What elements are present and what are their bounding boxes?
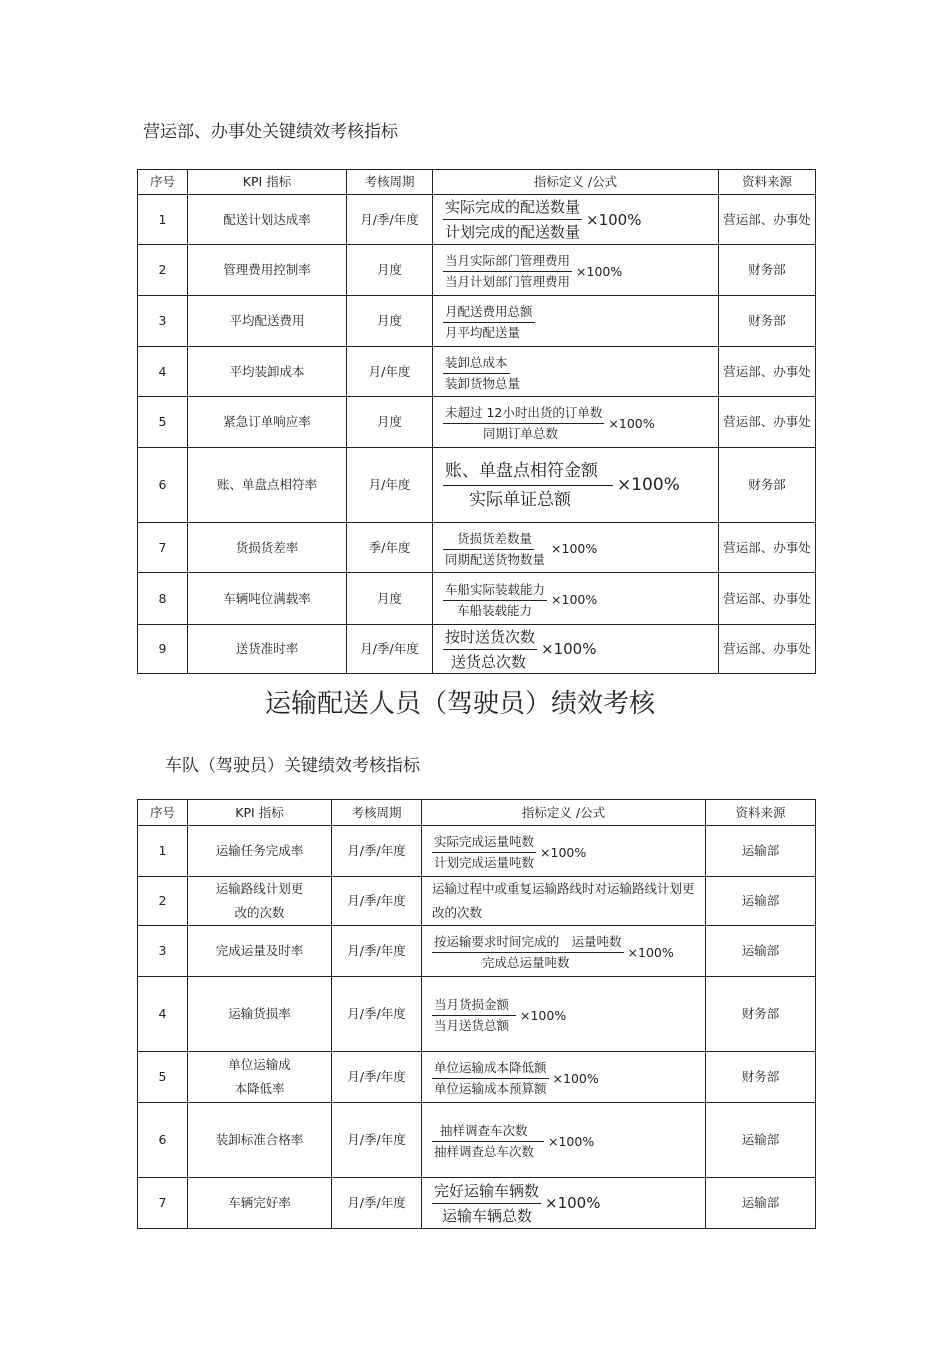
numerator: 月配送费用总额 bbox=[443, 303, 535, 323]
table-row bbox=[138, 1052, 816, 1103]
header-cell: KPI 指标 bbox=[188, 170, 347, 195]
row-no: 6 bbox=[138, 448, 188, 523]
source: 运输部 bbox=[706, 877, 816, 926]
row-no: 9 bbox=[138, 625, 188, 674]
numerator: 按时送货次数 bbox=[443, 626, 537, 650]
denominator: 送货总次数 bbox=[451, 652, 527, 671]
source: 营运部、办事处 bbox=[719, 573, 816, 625]
period: 月/季/年度 bbox=[332, 877, 422, 926]
denominator: 计划完成运量吨数 bbox=[434, 855, 535, 870]
numerator: 当月货损金额 bbox=[432, 996, 516, 1016]
source: 营运部、办事处 bbox=[719, 347, 816, 397]
header-cell: 考核周期 bbox=[332, 800, 422, 826]
kpi-name: 车辆吨位满载率 bbox=[188, 573, 347, 625]
source: 财务部 bbox=[719, 448, 816, 523]
header-cell: 序号 bbox=[138, 170, 188, 195]
source: 运输部 bbox=[706, 926, 816, 977]
table-row bbox=[138, 826, 816, 877]
table-row bbox=[138, 448, 816, 523]
numerator: 车船实际装载能力 bbox=[443, 581, 547, 601]
kpi-name: 管理费用控制率 bbox=[188, 245, 347, 296]
source: 营运部、办事处 bbox=[719, 195, 816, 245]
numerator: 当月实际部门管理费用 bbox=[443, 252, 572, 272]
period: 月度 bbox=[347, 296, 433, 347]
header-cell: KPI 指标 bbox=[188, 800, 332, 826]
row-no: 4 bbox=[138, 977, 188, 1052]
header-cell: 序号 bbox=[138, 800, 188, 826]
row-no: 3 bbox=[138, 926, 188, 977]
kpi-name: 平均配送费用 bbox=[188, 296, 347, 347]
period: 月度 bbox=[347, 245, 433, 296]
table-header-row bbox=[138, 170, 816, 195]
period: 月度 bbox=[347, 573, 433, 625]
table-row bbox=[138, 625, 816, 674]
row-no: 5 bbox=[138, 397, 188, 448]
kpi-table-2 bbox=[137, 799, 816, 1229]
kpi-name: 车辆完好率 bbox=[188, 1178, 332, 1229]
formula bbox=[433, 625, 719, 674]
period: 季/年度 bbox=[347, 523, 433, 573]
kpi-name: 装卸标准合格率 bbox=[188, 1103, 332, 1178]
multiplier: ×100% bbox=[540, 844, 587, 860]
formula bbox=[433, 245, 719, 296]
denominator: 月平均配送量 bbox=[445, 325, 521, 340]
formula bbox=[433, 397, 719, 448]
numerator: 未超过 12小时出货的订单数 bbox=[443, 404, 604, 424]
period: 月/季/年度 bbox=[332, 826, 422, 877]
multiplier: ×100% bbox=[608, 415, 655, 431]
kpi-name: 运输路线计划更改的次数 bbox=[188, 877, 332, 926]
header-cell: 考核周期 bbox=[347, 170, 433, 195]
kpi-name: 送货准时率 bbox=[188, 625, 347, 674]
row-no: 2 bbox=[138, 245, 188, 296]
main-title: 运输配送人员（驾驶员）绩效考核 bbox=[264, 689, 655, 719]
row-no: 4 bbox=[138, 347, 188, 397]
source: 财务部 bbox=[706, 977, 816, 1052]
table-row bbox=[138, 347, 816, 397]
kpi-name: 单位运输成本降低率 bbox=[188, 1052, 332, 1103]
period: 月度 bbox=[347, 397, 433, 448]
denominator: 运输车辆总数 bbox=[442, 1206, 533, 1225]
source: 运输部 bbox=[706, 826, 816, 877]
numerator: 装卸总成本 bbox=[443, 354, 510, 374]
formula bbox=[433, 523, 719, 573]
section1-title: 营运部、办事处关键绩效考核指标 bbox=[143, 122, 398, 142]
kpi-name: 运输货损率 bbox=[188, 977, 332, 1052]
numerator: 账、单盘点相符金额 bbox=[443, 458, 613, 486]
period: 月/季/年度 bbox=[332, 977, 422, 1052]
denominator: 车船装载能力 bbox=[457, 602, 533, 618]
multiplier: ×100% bbox=[586, 210, 642, 229]
kpi-name: 账、单盘点相符率 bbox=[188, 448, 347, 523]
denominator: 单位运输成本预算额 bbox=[434, 1081, 547, 1096]
source: 财务部 bbox=[719, 296, 816, 347]
formula bbox=[433, 448, 719, 523]
formula bbox=[422, 1103, 706, 1178]
formula bbox=[433, 347, 719, 397]
formula bbox=[433, 195, 719, 245]
multiplier: ×100% bbox=[576, 263, 623, 279]
multiplier: ×100% bbox=[627, 944, 674, 960]
denominator: 完成总运量吨数 bbox=[482, 955, 570, 970]
table-row bbox=[138, 877, 816, 926]
header-cell: 资料来源 bbox=[719, 170, 816, 195]
denominator: 当月计划部门管理费用 bbox=[445, 274, 571, 289]
section2-title: 车队（驾驶员）关键绩效考核指标 bbox=[165, 756, 420, 776]
row-no: 3 bbox=[138, 296, 188, 347]
table-row bbox=[138, 926, 816, 977]
kpi-name: 运输任务完成率 bbox=[188, 826, 332, 877]
row-no: 5 bbox=[138, 1052, 188, 1103]
denominator: 抽样调查总车次数 bbox=[434, 1144, 535, 1159]
table-row bbox=[138, 195, 816, 245]
table-row bbox=[138, 245, 816, 296]
formula bbox=[422, 1178, 706, 1229]
table-row bbox=[138, 296, 816, 347]
kpi-table-1 bbox=[137, 169, 816, 674]
table-header-row bbox=[138, 800, 816, 826]
period: 月/年度 bbox=[347, 347, 433, 397]
row-no: 1 bbox=[138, 826, 188, 877]
header-cell: 指标定义 /公式 bbox=[422, 800, 706, 826]
kpi-name: 完成运量及时率 bbox=[188, 926, 332, 977]
denominator: 实际单证总额 bbox=[469, 489, 571, 510]
period: 月/季/年度 bbox=[347, 195, 433, 245]
row-no: 8 bbox=[138, 573, 188, 625]
multiplier: ×100% bbox=[551, 541, 598, 556]
period: 月/季/年度 bbox=[332, 926, 422, 977]
numerator: 实际完成运量吨数 bbox=[432, 833, 536, 853]
formula bbox=[433, 296, 719, 347]
period: 月/季/年度 bbox=[332, 1178, 422, 1229]
row-no: 7 bbox=[138, 523, 188, 573]
multiplier: ×100% bbox=[617, 475, 680, 495]
table-row bbox=[138, 977, 816, 1052]
kpi-name: 紧急订单响应率 bbox=[188, 397, 347, 448]
numerator: 完好运输车辆数 bbox=[432, 1180, 541, 1204]
formula bbox=[433, 573, 719, 625]
source: 营运部、办事处 bbox=[719, 397, 816, 448]
kpi-name: 平均装卸成本 bbox=[188, 347, 347, 397]
formula bbox=[422, 977, 706, 1052]
header-cell: 资料来源 bbox=[706, 800, 816, 826]
table-row bbox=[138, 573, 816, 625]
source: 运输部 bbox=[706, 1103, 816, 1178]
numerator: 实际完成的配送数量 bbox=[443, 196, 582, 220]
multiplier: ×100% bbox=[548, 1133, 595, 1149]
table-row bbox=[138, 1178, 816, 1229]
denominator: 计划完成的配送数量 bbox=[445, 223, 581, 241]
row-no: 2 bbox=[138, 877, 188, 926]
row-no: 7 bbox=[138, 1178, 188, 1229]
table-row bbox=[138, 523, 816, 573]
source: 营运部、办事处 bbox=[719, 523, 816, 573]
multiplier: ×100% bbox=[552, 1070, 599, 1086]
table-row bbox=[138, 397, 816, 448]
kpi-name: 货损货差率 bbox=[188, 523, 347, 573]
numerator: 单位运输成本降低额 bbox=[432, 1059, 549, 1079]
period: 月/年度 bbox=[347, 448, 433, 523]
period: 月/季/年度 bbox=[347, 625, 433, 674]
denominator: 同期订单总数 bbox=[483, 426, 559, 441]
period: 月/季/年度 bbox=[332, 1103, 422, 1178]
source: 财务部 bbox=[719, 245, 816, 296]
formula-text: 运输过程中或重复运输路线时对运输路线计划更改的次数 bbox=[422, 877, 706, 926]
formula bbox=[422, 1052, 706, 1103]
numerator: 抽样调查车次数 bbox=[432, 1122, 544, 1142]
denominator: 同期配送货物数量 bbox=[445, 551, 546, 567]
numerator: 货损货差数量 bbox=[443, 530, 534, 550]
source: 营运部、办事处 bbox=[719, 625, 816, 674]
formula bbox=[422, 826, 706, 877]
table-row bbox=[138, 1103, 816, 1178]
denominator: 装卸货物总量 bbox=[445, 375, 521, 391]
row-no: 6 bbox=[138, 1103, 188, 1178]
denominator: 当月送货总额 bbox=[434, 1018, 510, 1033]
header-cell: 指标定义 /公式 bbox=[433, 170, 719, 195]
multiplier: ×100% bbox=[551, 592, 598, 607]
multiplier: ×100% bbox=[545, 1194, 601, 1212]
multiplier: ×100% bbox=[520, 1007, 567, 1023]
formula bbox=[422, 926, 706, 977]
row-no: 1 bbox=[138, 195, 188, 245]
numerator: 按运输要求时间完成的 运量吨数 bbox=[432, 933, 624, 953]
source: 财务部 bbox=[706, 1052, 816, 1103]
period: 月/季/年度 bbox=[332, 1052, 422, 1103]
kpi-name: 配送计划达成率 bbox=[188, 195, 347, 245]
multiplier: ×100% bbox=[541, 640, 597, 658]
source: 运输部 bbox=[706, 1178, 816, 1229]
